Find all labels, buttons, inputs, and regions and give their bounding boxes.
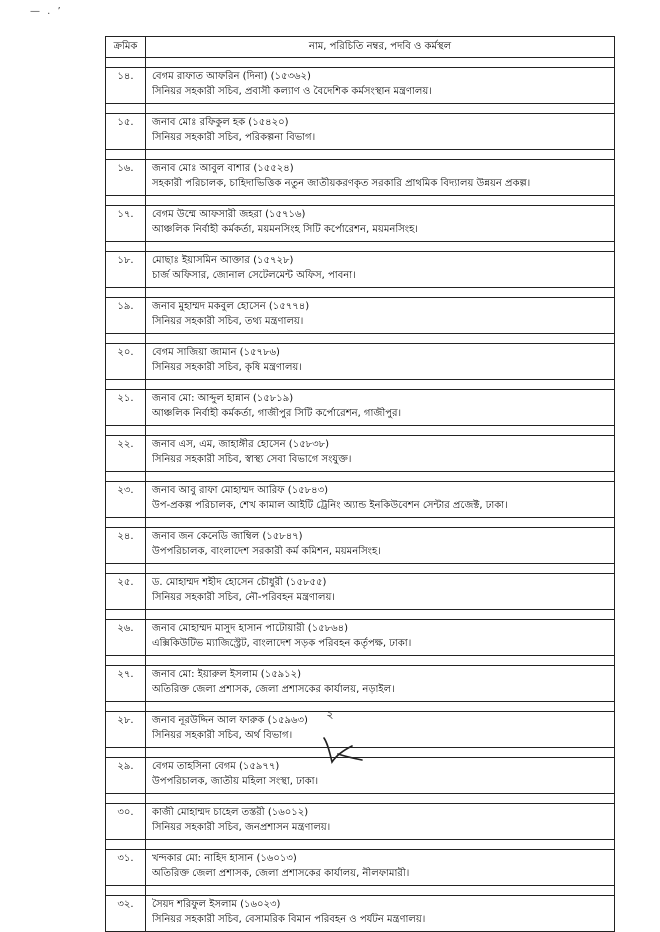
row-gap [106, 196, 615, 206]
officer-name: জনাব জন কেনেডি জাম্বিল (১৫৮৪৭) [152, 531, 303, 542]
details-cell [146, 896, 615, 932]
officer-post: চার্জ অফিসার, জোনাল সেটেলমেন্ট অফিস, পাবনা। [152, 269, 356, 281]
gap-cell [106, 58, 146, 68]
details-cell [146, 574, 615, 610]
row-gap [106, 380, 615, 390]
officer-name: জনাব মুহাম্মদ মকবুল হোসেন (১৫৭৭৪) [152, 301, 310, 312]
gap-cell [106, 426, 146, 436]
serial-cell: ১৫. [106, 114, 146, 150]
gap-cell [146, 564, 615, 574]
table-row [106, 436, 615, 472]
officer-post: অতিরিক্ত জেলা প্রশাসক, জেলা প্রশাসকের কার্যালয়, নীলফামারী। [152, 867, 410, 879]
table-row [106, 390, 615, 426]
officer-name: ড. মোহাম্মদ শহীদ হোসেন চৌধুরী (১৫৮৫৫) [152, 577, 327, 588]
gap-cell [146, 242, 615, 252]
table-row [106, 114, 615, 150]
details-cell [146, 666, 615, 702]
gap-cell [106, 334, 146, 344]
row-gap [106, 656, 615, 666]
officer-post: সিনিয়র সহকারী সচিব, পরিকল্পনা বিভাগ। [152, 131, 316, 143]
serial-cell: ৩২. [106, 896, 146, 932]
gap-cell [106, 518, 146, 528]
officer-name: জনাব মো: ইয়ারুল ইসলাম (১৫৯১২) [152, 669, 302, 680]
gap-cell [146, 840, 615, 850]
officer-name: জনাব মোহাম্মদ মাসুদ হাসান পাটোয়ারী (১৫৮৬৪) [152, 623, 349, 634]
gap-cell [106, 656, 146, 666]
officer-name: জনাব মোঃ আবুল বাশার (১৫৫২৪) [152, 163, 294, 174]
officer-post: অতিরিক্ত জেলা প্রশাসক, জেলা প্রশাসকের কার্যালয়, নড়াইল। [152, 683, 395, 695]
gap-cell [146, 426, 615, 436]
serial-cell: ২২. [106, 436, 146, 472]
details-cell [146, 758, 615, 794]
serial-cell: ১৮. [106, 252, 146, 288]
row-gap [106, 104, 615, 114]
serial-cell: ১৭. [106, 206, 146, 242]
row-gap [106, 610, 615, 620]
header-serial: ক্রমিক [106, 37, 146, 58]
gap-cell [106, 840, 146, 850]
table-row [106, 528, 615, 564]
gap-cell [146, 380, 615, 390]
officer-post: সিনিয়র সহকারী সচিব, তথ্য মন্ত্রণালয়। [152, 315, 304, 327]
details-cell [146, 850, 615, 886]
details-cell [146, 114, 615, 150]
details-cell [146, 436, 615, 472]
gap-cell [106, 288, 146, 298]
officer-post: সিনিয়র সহকারী সচিব, জনপ্রশাসন মন্ত্রণালয়। [152, 821, 331, 833]
table-row [106, 344, 615, 380]
gap-cell [106, 748, 146, 758]
officer-post: আঞ্চলিক নির্বাহী কর্মকর্তা, ময়মনসিংহ সিটি কর্পোরেশন, ময়মনসিংহ। [152, 223, 418, 235]
serial-cell: ২৪. [106, 528, 146, 564]
details-cell [146, 160, 615, 196]
gap-cell [146, 610, 615, 620]
signature-icon [318, 730, 366, 768]
gap-cell [106, 380, 146, 390]
header-details: নাম, পরিচিতি নম্বর, পদবি ও কর্মস্থল [146, 37, 615, 58]
gap-cell [106, 610, 146, 620]
serial-cell: ২১. [106, 390, 146, 426]
details-cell [146, 804, 615, 840]
table-row [106, 896, 615, 932]
row-gap [106, 794, 615, 804]
officer-name: জনাব নূরউদ্দিন আল ফারুক (১৫৯৬৩) [152, 715, 308, 726]
gap-cell [146, 58, 615, 68]
row-gap [106, 334, 615, 344]
serial-cell: ১৬. [106, 160, 146, 196]
row-gap [106, 518, 615, 528]
row-gap [106, 840, 615, 850]
officer-name: কাজী মোহাম্মদ চাহেল তস্তরী (১৬০১২) [152, 807, 309, 818]
serial-cell: ১৪. [106, 68, 146, 104]
row-gap [106, 150, 615, 160]
officer-name: জনাব এস, এম, জাহাঙ্গীর হোসেন (১৫৮৩৮) [152, 439, 330, 450]
corner-mark: — . ’ [30, 6, 63, 17]
officer-post: সিনিয়র সহকারী সচিব, অর্থ বিভাগ। [152, 729, 293, 741]
officer-post: এক্সিকিউটিভ ম্যাজিস্ট্রেট, বাংলাদেশ সড়ক পরিবহন কর্তৃপক্ষ, ঢাকা। [152, 637, 412, 649]
gap-cell [146, 518, 615, 528]
table-row [106, 160, 615, 196]
officer-name: বেগম উম্মে আফসারী জহরা (১৫৭১৬) [152, 209, 306, 220]
row-gap [106, 242, 615, 252]
officer-name: মোছাঃ ইয়াসমিন আক্তার (১৫৭২৮) [152, 255, 294, 266]
table-header-row [106, 37, 615, 58]
details-cell [146, 620, 615, 656]
details-cell [146, 528, 615, 564]
officer-post: সিনিয়র সহকারী সচিব, নৌ-পরিবহন মন্ত্রণালয়। [152, 591, 335, 603]
table-row [106, 68, 615, 104]
table-row [106, 574, 615, 610]
table-row [106, 620, 615, 656]
row-gap [106, 472, 615, 482]
gap-cell [146, 196, 615, 206]
gap-cell [106, 794, 146, 804]
page-number: ২ [326, 708, 334, 721]
gap-cell [106, 564, 146, 574]
gap-cell [146, 334, 615, 344]
serial-cell: ৩০. [106, 804, 146, 840]
details-cell [146, 68, 615, 104]
officer-name: খন্দকার মো: নাহিদ হাসান (১৬০১৩) [152, 853, 297, 864]
gap-cell [146, 472, 615, 482]
officer-post: সিনিয়র সহকারী সচিব, প্রবাসী কল্যাণ ও বৈদেশিক কর্মসংস্থান মন্ত্রণালয়। [152, 85, 432, 97]
gap-cell [106, 104, 146, 114]
officer-roster-table [105, 36, 615, 932]
row-gap [106, 886, 615, 896]
officer-name: জনাব মোঃ রফিকুল হক (১৫৪২০) [152, 117, 289, 128]
officer-post: সহকারী পরিচালক, চাহিদাভিত্তিক নতুন জাতীয়করণকৃত সরকারি প্রাথমিক বিদ্যালয় উন্নয়ন প্রকল্প। [152, 177, 531, 189]
serial-cell: ২৩. [106, 482, 146, 518]
gap-cell [106, 242, 146, 252]
roster-body [106, 58, 615, 932]
officer-post: আঞ্চলিক নির্বাহী কর্মকর্তা, গাজীপুর সিটি কর্পোরেশন, গাজীপুর। [152, 407, 402, 419]
serial-cell: ২০. [106, 344, 146, 380]
officer-post: সিনিয়র সহকারী সচিব, বেসামরিক বিমান পরিবহন ও পর্যটন মন্ত্রণালয়। [152, 913, 426, 925]
serial-cell: ৩১. [106, 850, 146, 886]
row-gap [106, 426, 615, 436]
gap-cell [106, 472, 146, 482]
table-row [106, 482, 615, 518]
details-cell [146, 252, 615, 288]
row-gap [106, 58, 615, 68]
table-row [106, 298, 615, 334]
gap-cell [146, 656, 615, 666]
gap-cell [146, 886, 615, 896]
officer-name: বেগম সাজিয়া জামান (১৫৭৮৬) [152, 347, 280, 358]
serial-cell: ২৯. [106, 758, 146, 794]
gap-cell [146, 150, 615, 160]
gap-cell [146, 104, 615, 114]
gap-cell [146, 748, 615, 758]
row-gap [106, 288, 615, 298]
table-row [106, 252, 615, 288]
table-row [106, 804, 615, 840]
gap-cell [146, 794, 615, 804]
officer-name: জনাব মো: আব্দুল হান্নান (১৫৮১৯) [152, 393, 294, 404]
details-cell [146, 390, 615, 426]
gap-cell [106, 886, 146, 896]
details-cell [146, 482, 615, 518]
officer-name: সৈয়দ শরিফুল ইসলাম (১৬০২৩) [152, 899, 281, 910]
officer-post: উপ-প্রকল্প পরিচালক, শেখ কামাল আইটি ট্রেনিং অ্যান্ড ইনকিউবেশন সেন্টার প্রজেক্ট, ঢাকা। [152, 499, 508, 511]
officer-name: বেগম রাফাত আফরিন (দিনা) (১৫৩৬২) [152, 71, 311, 82]
serial-cell: ১৯. [106, 298, 146, 334]
gap-cell [146, 288, 615, 298]
serial-cell: ২৭. [106, 666, 146, 702]
row-gap [106, 564, 615, 574]
table-row [106, 206, 615, 242]
details-cell [146, 298, 615, 334]
table-row [106, 666, 615, 702]
gap-cell [106, 150, 146, 160]
officer-name: বেগম তাহসিনা বেগম (১৫৯৭৭) [152, 761, 280, 772]
details-cell [146, 344, 615, 380]
officer-name: জনাব আবু রাফা মোহাম্মদ আরিফ (১৫৮৪৩) [152, 485, 329, 496]
table-row [106, 850, 615, 886]
serial-cell: ২৬. [106, 620, 146, 656]
officer-post: সিনিয়র সহকারী সচিব, স্বাস্থ্য সেবা বিভাগে সংযুক্ত। [152, 453, 352, 465]
serial-cell: ২৮. [106, 712, 146, 748]
details-cell [146, 206, 615, 242]
officer-post: উপপরিচালক, জাতীয় মহিলা সংস্থা, ঢাকা। [152, 775, 319, 787]
serial-cell: ২৫. [106, 574, 146, 610]
officer-post: উপপরিচালক, বাংলাদেশ সরকারী কর্ম কমিশন, ময়মনসিংহ। [152, 545, 381, 557]
gap-cell [106, 196, 146, 206]
officer-post: সিনিয়র সহকারী সচিব, কৃষি মন্ত্রণালয়। [152, 361, 302, 373]
